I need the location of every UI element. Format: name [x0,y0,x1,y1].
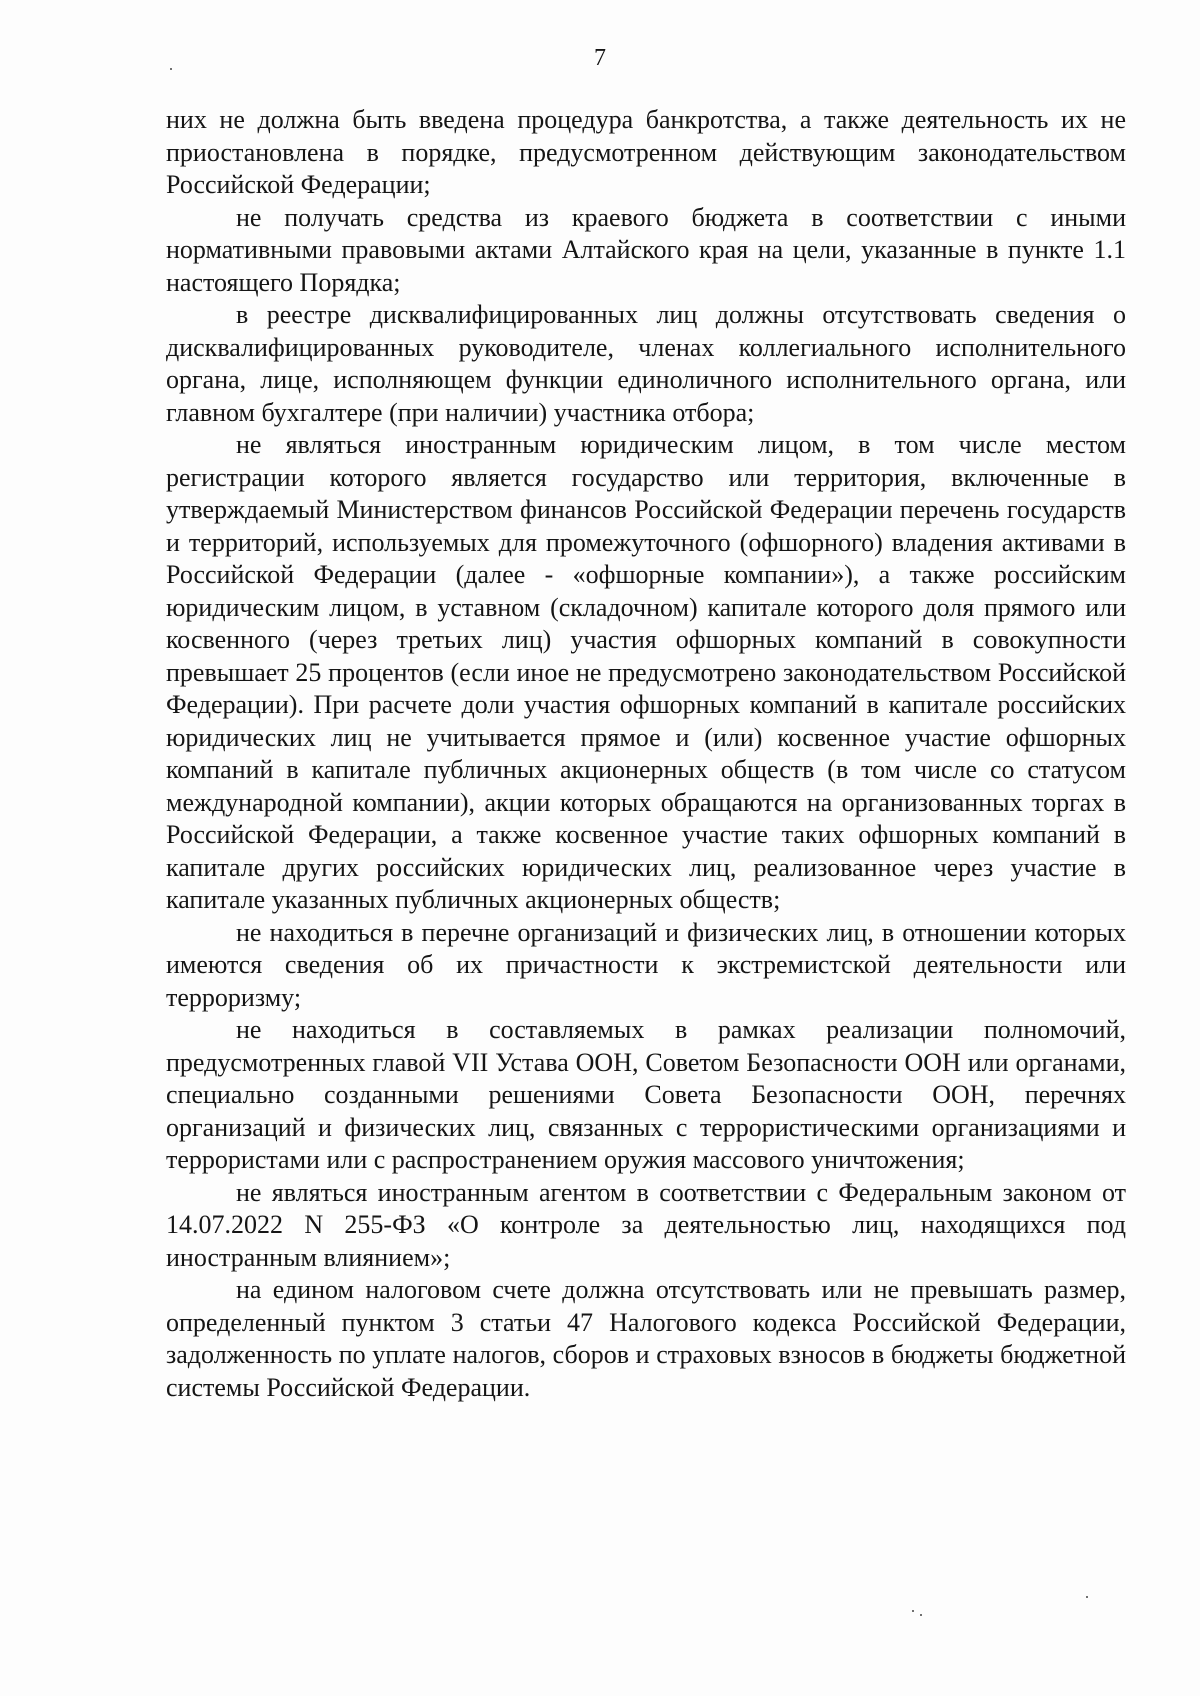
document-body [166,104,1126,1404]
paragraph-disqualified-persons: в реестре дисквалифицированных лиц должны отсутствовать сведения о дисквалифицированных руководителе, членах коллегиального исполнительного органа, лице, исполняющем функции единоличного исполнительного органа, или главном бухгалтере (при наличии) участника отбора; [166,300,1126,427]
scan-speck [170,68,172,70]
scan-speck [912,1610,914,1612]
scan-speck [920,1614,922,1616]
paragraph-offshore-companies: не являться иностранным юридическим лицом, в том числе местом регистрации которого является государство или территория, включенные в утверждаемый Министерством финансов Российской Федерации перечень государств и территорий, используемых для промежуточного (офшорного) владения активами в Российской Федерации (далее - «офшорные компании»), а также российским юридическим лицом, в уставном (складочном) капитале которого доля прямого или косвенного (через третьих лиц) участия офшорных компаний в совокупности превышает 25 процентов (если иное не предусмотрено законодательством Российской Федерации). При расчете доли участия офшорных компаний в капитале российских юридических лиц не учитывается прямое и (или) косвенное участие офшорных компаний в капитале публичных акционерных обществ (в том числе со статусом международной компании), акции которых обращаются на организованных торгах в Российской Федерации, а также косвенное участие таких офшорных компаний в капитале других российских юридических лиц, реализованное через участие в капитале указанных публичных акционерных обществ; [166,430,1126,914]
paragraph-bankruptcy: них не должна быть введена процедура банкротства, а также деятельность их не приостановлена в порядке, предусмотренном действующим законодательством Российской Федерации; [166,105,1126,199]
paragraph-un-security-council: не находиться в составляемых в рамках реализации полномочий, предусмотренных главой VII Устава ООН, Советом Безопасности ООН или органами, специально созданными решениями Совета Безопасности ООН, перечнях организаций и физических лиц, связанных с террористическими организациями и террористами или с распространением оружия массового уничтожения; [166,1015,1126,1174]
scan-speck [1086,1596,1088,1598]
paragraph-regional-budget: не получать средства из краевого бюджета в соответствии с иными нормативными правовыми актами Алтайского края на цели, указанные в пункте 1.1 настоящего Порядка; [166,202,1126,297]
paragraph-extremism-list: не находиться в перечне организаций и физических лиц, в отношении которых имеются сведения об их причастности к экстремистской деятельности или терроризму; [166,917,1126,1012]
paragraph-tax-debt: на едином налоговом счете должна отсутствовать или не превышать размер, определенный пунктом 3 статьи 47 Налогового кодекса Российской Федерации, задолженность по уплате налогов, сборов и страховых взносов в бюджеты бюджетной системы Российской Федерации. [166,1275,1126,1402]
paragraph-foreign-agent: не являться иностранным агентом в соответствии с Федеральным законом от 14.07.2022 N 255-ФЗ «О контроле за деятельностью лиц, находящихся под иностранным влиянием»; [166,1177,1126,1272]
page-number: 7 [594,45,606,71]
